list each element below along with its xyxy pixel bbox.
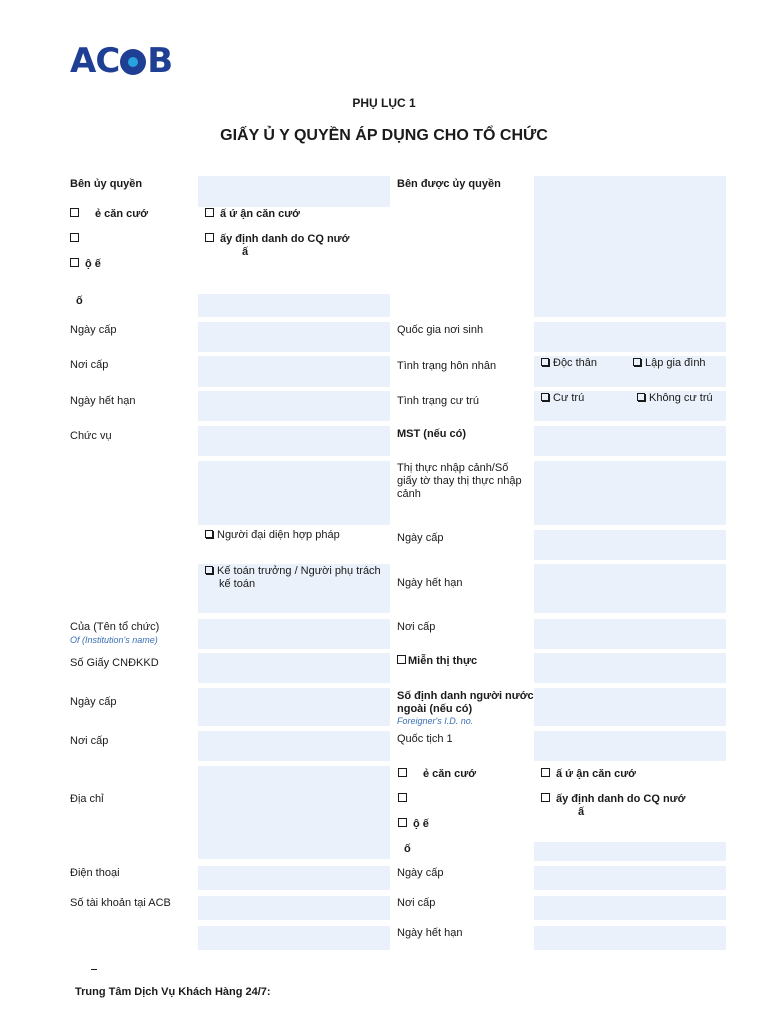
biz-reg-field[interactable] bbox=[198, 653, 390, 683]
checkbox-icon[interactable] bbox=[541, 768, 550, 777]
grantee-id-option-foreign-id-line2: ấ bbox=[578, 806, 585, 818]
checkbox-icon[interactable] bbox=[541, 358, 549, 366]
issue-date-field[interactable] bbox=[198, 322, 390, 352]
address-label: Địa chỉ bbox=[70, 793, 104, 805]
biz-issue-date-label: Ngày cấp bbox=[70, 696, 117, 708]
checkbox-icon[interactable] bbox=[205, 566, 213, 574]
chief-accountant-line2: kế toán bbox=[219, 578, 256, 590]
single-option[interactable]: Độc thân bbox=[541, 357, 597, 370]
visa-place-label: Nơi cấp bbox=[397, 621, 436, 633]
footer-dash bbox=[91, 969, 97, 970]
grantee-id-option-passport[interactable] bbox=[398, 793, 413, 806]
foreign-id-label-l2: ngoài (nếu có) bbox=[397, 703, 473, 715]
position-field[interactable] bbox=[198, 426, 390, 456]
visa-label-l3: cảnh bbox=[397, 488, 421, 500]
grantee-expiry-label: Ngày hết hạn bbox=[397, 927, 463, 939]
residence-label: Tình trạng cư trú bbox=[397, 395, 479, 407]
issue-place-field[interactable] bbox=[198, 356, 390, 387]
id-number-label: ố bbox=[76, 295, 83, 307]
visa-label-l1: Thị thực nhập cảnh/Số bbox=[397, 462, 509, 474]
phone-label: Điện thoại bbox=[70, 867, 120, 879]
visa-field[interactable] bbox=[534, 461, 726, 525]
checkbox-icon[interactable] bbox=[205, 208, 214, 217]
grantee-id-option-other[interactable]: ộ ế bbox=[398, 818, 429, 831]
visa-label-l2: giấy tờ thay thị thực nhập bbox=[397, 475, 522, 487]
visa-issue-date-field[interactable] bbox=[534, 530, 726, 560]
checkbox-icon[interactable] bbox=[398, 818, 407, 827]
position-detail-field[interactable] bbox=[198, 461, 390, 525]
visa-expiry-label: Ngày hết hạn bbox=[397, 577, 463, 589]
grantee-id-number-field[interactable] bbox=[534, 842, 726, 861]
checkbox-icon[interactable] bbox=[70, 258, 79, 267]
marital-label: Tình trạng hôn nhân bbox=[397, 360, 497, 372]
checkbox-icon[interactable] bbox=[205, 530, 213, 538]
grantor-label: Bên ủy quyền bbox=[70, 178, 143, 190]
id-option-foreign-id-line2: ấ bbox=[242, 246, 249, 258]
biz-reg-label: Số Giấy CNĐKKD bbox=[70, 657, 159, 669]
resident-option[interactable]: Cư trú bbox=[541, 392, 584, 405]
org-name-label-en: Of (Institution's name) bbox=[70, 635, 158, 645]
visa-exempt-field[interactable] bbox=[534, 653, 726, 683]
grantee-label: Bên được ủy quyền bbox=[397, 178, 501, 190]
checkbox-icon[interactable] bbox=[633, 358, 641, 366]
birth-country-label: Quốc gia nơi sinh bbox=[397, 324, 484, 336]
grantee-expiry-field[interactable] bbox=[534, 926, 726, 950]
nationality-label: Quốc tịch 1 bbox=[397, 733, 453, 745]
acb-logo: AC B bbox=[70, 41, 173, 81]
grantee-id-number-label: ố bbox=[404, 843, 411, 855]
id-option-passport[interactable] bbox=[70, 233, 85, 246]
appendix-label: PHỤ LỤC 1 bbox=[352, 96, 416, 110]
grantee-issue-date-label: Ngày cấp bbox=[397, 867, 444, 879]
expiry-label: Ngày hết hạn bbox=[70, 395, 136, 407]
id-option-citizen-cert[interactable]: ấ ứ ận căn cướ bbox=[205, 208, 300, 221]
grantor-id-number-field[interactable] bbox=[198, 294, 390, 317]
grantee-id-option-foreign-id[interactable]: ấy định danh do CQ nướ bbox=[541, 793, 685, 806]
form-title: GIẤY Ủ Y QUYỀN ÁP DỤNG CHO TỔ CHỨC bbox=[220, 127, 548, 144]
foreign-id-label-l1: Số định danh người nước bbox=[397, 690, 534, 702]
chief-accountant-option[interactable]: Kế toán trưởng / Người phụ trách bbox=[205, 565, 381, 578]
checkbox-icon[interactable] bbox=[398, 768, 407, 777]
logo-circle-icon bbox=[120, 49, 146, 75]
tax-label: MST (nếu có) bbox=[397, 428, 467, 440]
checkbox-icon[interactable] bbox=[398, 793, 407, 802]
grantor-name-field[interactable] bbox=[198, 176, 390, 207]
biz-issue-place-label: Nơi cấp bbox=[70, 735, 109, 747]
checkbox-icon[interactable] bbox=[205, 233, 214, 242]
non-resident-option[interactable]: Không cư trú bbox=[637, 392, 713, 405]
visa-issue-label: Ngày cấp bbox=[397, 532, 444, 544]
checkbox-icon[interactable] bbox=[70, 208, 79, 217]
foreign-id-label-en: Foreigner's I.D. no. bbox=[397, 716, 474, 726]
foreign-id-field[interactable] bbox=[534, 688, 726, 726]
issue-place-label: Nơi cấp bbox=[70, 359, 109, 371]
checkbox-icon[interactable] bbox=[397, 655, 406, 664]
address-field[interactable] bbox=[198, 766, 390, 859]
biz-issue-date-field[interactable] bbox=[198, 688, 390, 726]
tax-code-field[interactable] bbox=[534, 426, 726, 456]
checkbox-icon[interactable] bbox=[541, 793, 550, 802]
extra-field[interactable] bbox=[198, 926, 390, 950]
grantee-issue-date-field[interactable] bbox=[534, 866, 726, 890]
visa-place-field[interactable] bbox=[534, 619, 726, 649]
legal-rep-option[interactable]: Người đại diện hợp pháp bbox=[205, 529, 340, 542]
visa-exempt-option[interactable]: Miễn thị thực bbox=[397, 655, 477, 668]
issue-date-label: Ngày cấp bbox=[70, 324, 117, 336]
id-option-other[interactable]: ộ ế bbox=[70, 258, 101, 271]
id-option-foreign-id[interactable]: ấy định danh do CQ nướ bbox=[205, 233, 349, 246]
org-name-label: Của (Tên tổ chức) bbox=[70, 621, 160, 633]
birth-country-field[interactable] bbox=[534, 322, 726, 352]
grantee-id-option-citizen-card[interactable]: ẻ căn cướ bbox=[398, 768, 476, 781]
id-option-citizen-card[interactable]: ẻ căn cướ bbox=[70, 208, 148, 221]
grantee-issue-place-field[interactable] bbox=[534, 896, 726, 920]
nationality-field[interactable] bbox=[534, 731, 726, 761]
grantee-id-option-citizen-cert[interactable]: ấ ứ ận căn cướ bbox=[541, 768, 636, 781]
grantee-name-field[interactable] bbox=[534, 176, 726, 317]
biz-issue-place-field[interactable] bbox=[198, 731, 390, 761]
account-label: Số tài khoản tại ACB bbox=[70, 897, 171, 909]
phone-field[interactable] bbox=[198, 866, 390, 890]
visa-expiry-field[interactable] bbox=[534, 564, 726, 613]
checkbox-icon[interactable] bbox=[637, 393, 645, 401]
expiry-date-field[interactable] bbox=[198, 391, 390, 421]
hotline-label: Trung Tâm Dịch Vụ Khách Hàng 24/7: bbox=[75, 986, 271, 998]
checkbox-icon[interactable] bbox=[541, 393, 549, 401]
checkbox-icon[interactable] bbox=[70, 233, 79, 242]
grantee-issue-place-label: Nơi cấp bbox=[397, 897, 436, 909]
married-option[interactable]: Lập gia đình bbox=[633, 357, 706, 370]
org-name-field[interactable] bbox=[198, 619, 390, 649]
position-label: Chức vụ bbox=[70, 430, 112, 442]
account-field[interactable] bbox=[198, 896, 390, 920]
